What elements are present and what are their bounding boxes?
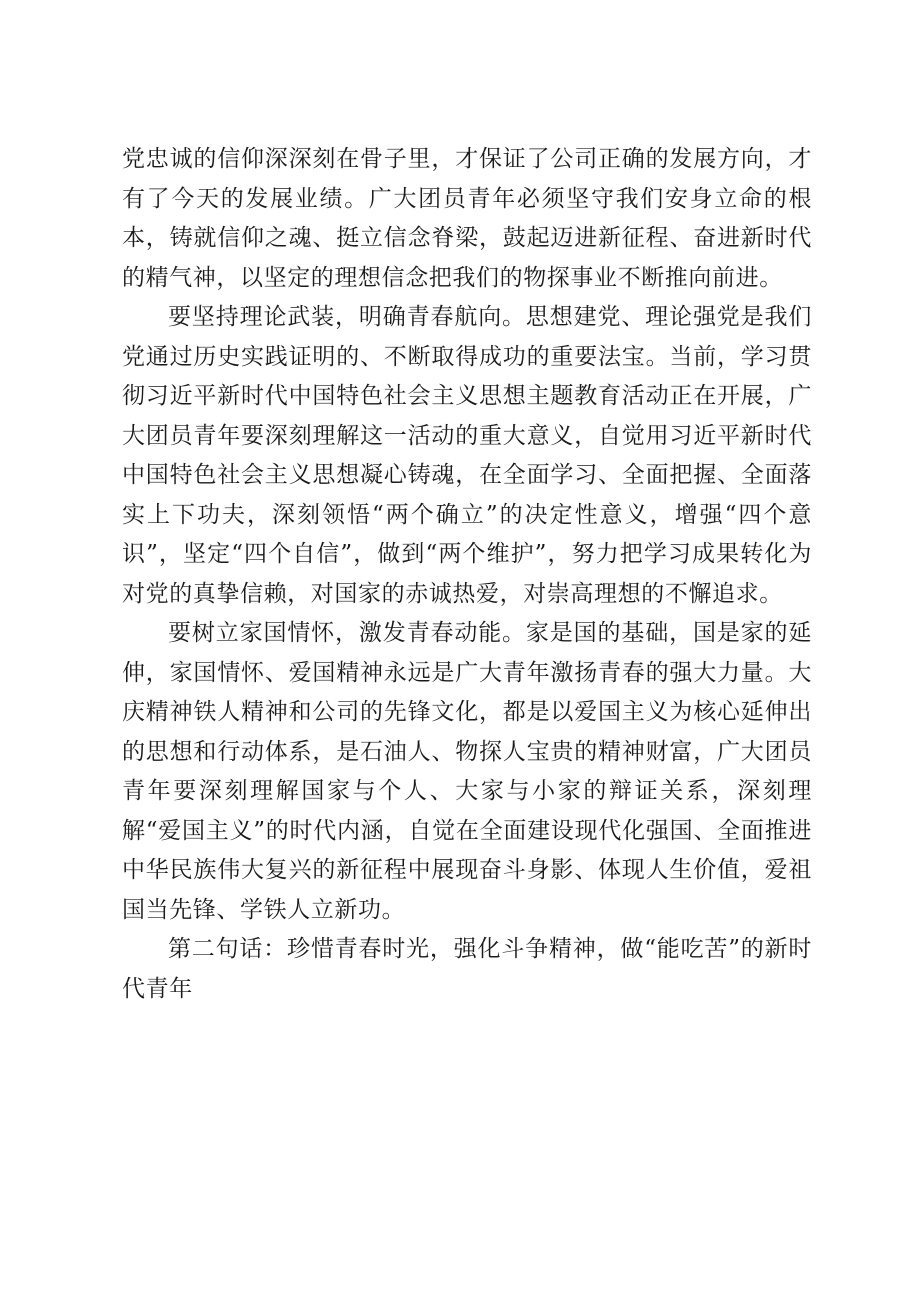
paragraph-patriotism: 要树立家国情怀，激发青春动能。家是国的基础，国是家的延伸，家国情怀、爱国精神永远是广大青年激扬青春的强大力量。大庆精神铁人精神和公司的先锋文化，都是以爱国主义为核心延伸出的思想和行动体系，是石油人、物探人宝贵的精神财富，广大团员青年要深刻理解国家与个人、大家与小家的辩证关系，深刻理解“爱国主义”的时代内涵，自觉在全面建设现代化强国、全面推进中华民族伟大复兴的新征程中展现奋斗身影、体现人生价值，爱祖国当先锋、学铁人立新功。 (122, 620, 812, 923)
document-body (122, 140, 812, 1009)
paragraph-theory-arming: 要坚持理论武装，明确青春航向。思想建党、理论强党是我们党通过历史实践证明的、不断取得成功的重要法宝。当前，学习贯彻习近平新时代中国特色社会主义思想主题教育活动正在开展，广大团员青年要深刻理解这一活动的重大意义，自觉用习近平新时代中国特色社会主义思想凝心铸魂，在全面学习、全面把握、全面落实上下功夫，深刻领悟“两个确立”的决定性意义，增强“四个意识”，坚定“四个自信”，做到“两个维护”，努力把学习成果转化为对党的真挚信赖，对国家的赤诚热爱，对崇高理想的不懈追求。 (122, 304, 812, 607)
paragraph-continuation: 党忠诚的信仰深深刻在骨子里，才保证了公司正确的发展方向，才有了今天的发展业绩。广大团员青年必须坚守我们安身立命的根本，铸就信仰之魂、挺立信念脊梁，鼓起迈进新征程、奋进新时代的精气神，以坚定的理想信念把我们的物探事业不断推向前进。 (122, 146, 812, 291)
section-heading-second-sentence: 第二句话：珍惜青春时光，强化斗争精神，做“能吃苦”的新时代青年 (122, 936, 812, 1002)
